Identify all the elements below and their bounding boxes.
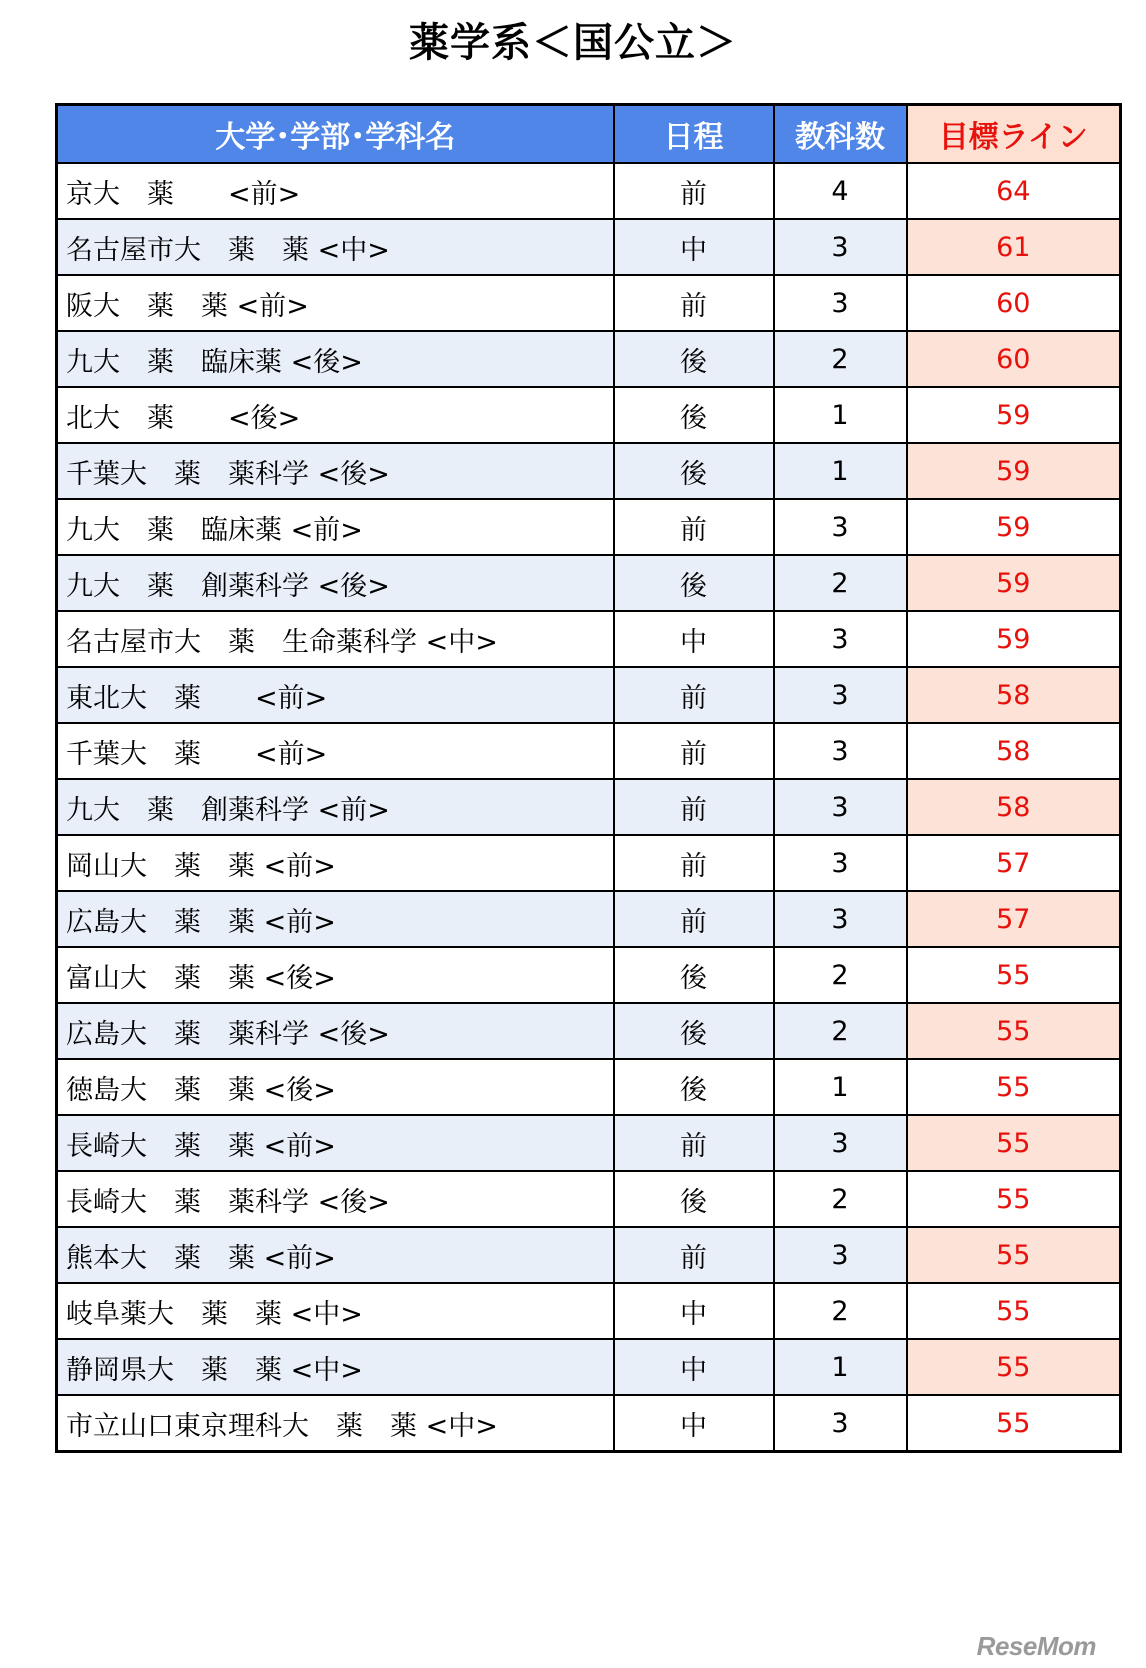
subject-count-cell: 4 (774, 163, 907, 219)
university-name-cell: 東北大 薬 <前> (57, 667, 614, 723)
subject-count-cell: 3 (774, 891, 907, 947)
university-name-cell: 千葉大 薬 <前> (57, 723, 614, 779)
schedule-cell: 前 (614, 1227, 774, 1283)
table-row (57, 387, 1121, 443)
schedule-cell: 前 (614, 891, 774, 947)
target-line-cell: 55 (907, 1227, 1121, 1283)
university-name-cell: 九大 薬 創薬科学 <後> (57, 555, 614, 611)
target-line-cell: 55 (907, 1115, 1121, 1171)
subject-count-cell: 2 (774, 1171, 907, 1227)
subject-count-cell: 3 (774, 723, 907, 779)
table-header-row (57, 105, 1121, 164)
table-row (57, 891, 1121, 947)
schedule-cell: 前 (614, 163, 774, 219)
target-line-cell: 55 (907, 1003, 1121, 1059)
target-line-cell: 59 (907, 611, 1121, 667)
schedule-cell: 前 (614, 779, 774, 835)
university-name-cell: 岡山大 薬 薬 <前> (57, 835, 614, 891)
schedule-cell: 前 (614, 1115, 774, 1171)
subject-count-cell: 3 (774, 1227, 907, 1283)
table-row (57, 555, 1121, 611)
target-line-cell: 58 (907, 723, 1121, 779)
header-name: 大学･学部･学科名 (57, 105, 614, 164)
subject-count-cell: 3 (774, 611, 907, 667)
table-row (57, 443, 1121, 499)
university-name-cell: 広島大 薬 薬科学 <後> (57, 1003, 614, 1059)
target-line-cell: 55 (907, 1171, 1121, 1227)
university-name-cell: 富山大 薬 薬 <後> (57, 947, 614, 1003)
schedule-cell: 前 (614, 723, 774, 779)
table-row (57, 1339, 1121, 1395)
target-line-cell: 55 (907, 1395, 1121, 1452)
target-line-cell: 58 (907, 779, 1121, 835)
subject-count-cell: 1 (774, 1339, 907, 1395)
university-name-cell: 九大 薬 臨床薬 <前> (57, 499, 614, 555)
target-line-cell: 55 (907, 1339, 1121, 1395)
university-name-cell: 九大 薬 創薬科学 <前> (57, 779, 614, 835)
table-row (57, 1115, 1121, 1171)
header-target: 目標ライン (907, 105, 1121, 164)
schedule-cell: 前 (614, 667, 774, 723)
university-name-cell: 阪大 薬 薬 <前> (57, 275, 614, 331)
target-line-cell: 60 (907, 331, 1121, 387)
schedule-cell: 後 (614, 1003, 774, 1059)
table-row (57, 219, 1121, 275)
university-name-cell: 北大 薬 <後> (57, 387, 614, 443)
target-line-cell: 64 (907, 163, 1121, 219)
university-name-cell: 千葉大 薬 薬科学 <後> (57, 443, 614, 499)
table-row (57, 835, 1121, 891)
page-title: 薬学系＜国公立＞ (409, 20, 737, 66)
target-line-cell: 55 (907, 947, 1121, 1003)
target-line-cell: 59 (907, 443, 1121, 499)
target-line-cell: 60 (907, 275, 1121, 331)
table-row (57, 1171, 1121, 1227)
subject-count-cell: 3 (774, 219, 907, 275)
table-row (57, 331, 1121, 387)
target-line-cell: 57 (907, 835, 1121, 891)
target-line-cell: 59 (907, 387, 1121, 443)
target-line-cell: 57 (907, 891, 1121, 947)
table-row (57, 1059, 1121, 1115)
schedule-cell: 前 (614, 275, 774, 331)
university-name-cell: 名古屋市大 薬 生命薬科学 <中> (57, 611, 614, 667)
table-row (57, 499, 1121, 555)
table-row (57, 667, 1121, 723)
schedule-cell: 前 (614, 499, 774, 555)
subject-count-cell: 1 (774, 1059, 907, 1115)
target-line-cell: 55 (907, 1059, 1121, 1115)
university-name-cell: 静岡県大 薬 薬 <中> (57, 1339, 614, 1395)
schedule-cell: 前 (614, 835, 774, 891)
header-subjects: 教科数 (774, 105, 907, 164)
table-row (57, 947, 1121, 1003)
schedule-cell: 後 (614, 947, 774, 1003)
target-line-table (55, 103, 1122, 1453)
table-row (57, 1283, 1121, 1339)
schedule-cell: 中 (614, 1283, 774, 1339)
subject-count-cell: 2 (774, 947, 907, 1003)
subject-count-cell: 2 (774, 1003, 907, 1059)
table-row (57, 779, 1121, 835)
table-row (57, 611, 1121, 667)
subject-count-cell: 3 (774, 275, 907, 331)
university-name-cell: 長崎大 薬 薬 <前> (57, 1115, 614, 1171)
schedule-cell: 中 (614, 219, 774, 275)
target-line-cell: 55 (907, 1283, 1121, 1339)
resemom-logo: ReseMom (976, 1631, 1096, 1661)
university-name-cell: 岐阜薬大 薬 薬 <中> (57, 1283, 614, 1339)
subject-count-cell: 2 (774, 1283, 907, 1339)
university-name-cell: 九大 薬 臨床薬 <後> (57, 331, 614, 387)
schedule-cell: 後 (614, 1171, 774, 1227)
subject-count-cell: 3 (774, 1395, 907, 1452)
schedule-cell: 中 (614, 1395, 774, 1452)
schedule-cell: 中 (614, 1339, 774, 1395)
schedule-cell: 後 (614, 1059, 774, 1115)
schedule-cell: 中 (614, 611, 774, 667)
subject-count-cell: 2 (774, 555, 907, 611)
schedule-cell: 後 (614, 331, 774, 387)
table-body (57, 163, 1121, 1452)
subject-count-cell: 3 (774, 779, 907, 835)
table-row (57, 275, 1121, 331)
subject-count-cell: 3 (774, 667, 907, 723)
subject-count-cell: 1 (774, 443, 907, 499)
university-name-cell: 熊本大 薬 薬 <前> (57, 1227, 614, 1283)
target-line-cell: 59 (907, 555, 1121, 611)
target-line-cell: 58 (907, 667, 1121, 723)
table-row (57, 1395, 1121, 1452)
target-line-cell: 59 (907, 499, 1121, 555)
university-name-cell: 徳島大 薬 薬 <後> (57, 1059, 614, 1115)
table-row (57, 723, 1121, 779)
subject-count-cell: 1 (774, 387, 907, 443)
subject-count-cell: 3 (774, 1115, 907, 1171)
university-name-cell: 広島大 薬 薬 <前> (57, 891, 614, 947)
university-name-cell: 長崎大 薬 薬科学 <後> (57, 1171, 614, 1227)
table-row (57, 1003, 1121, 1059)
table-row (57, 163, 1121, 219)
university-name-cell: 京大 薬 <前> (57, 163, 614, 219)
target-line-cell: 61 (907, 219, 1121, 275)
schedule-cell: 後 (614, 387, 774, 443)
schedule-cell: 後 (614, 555, 774, 611)
table-row (57, 1227, 1121, 1283)
header-schedule: 日程 (614, 105, 774, 164)
university-name-cell: 名古屋市大 薬 薬 <中> (57, 219, 614, 275)
subject-count-cell: 3 (774, 835, 907, 891)
subject-count-cell: 3 (774, 499, 907, 555)
schedule-cell: 後 (614, 443, 774, 499)
subject-count-cell: 2 (774, 331, 907, 387)
university-name-cell: 市立山口東京理科大 薬 薬 <中> (57, 1395, 614, 1452)
